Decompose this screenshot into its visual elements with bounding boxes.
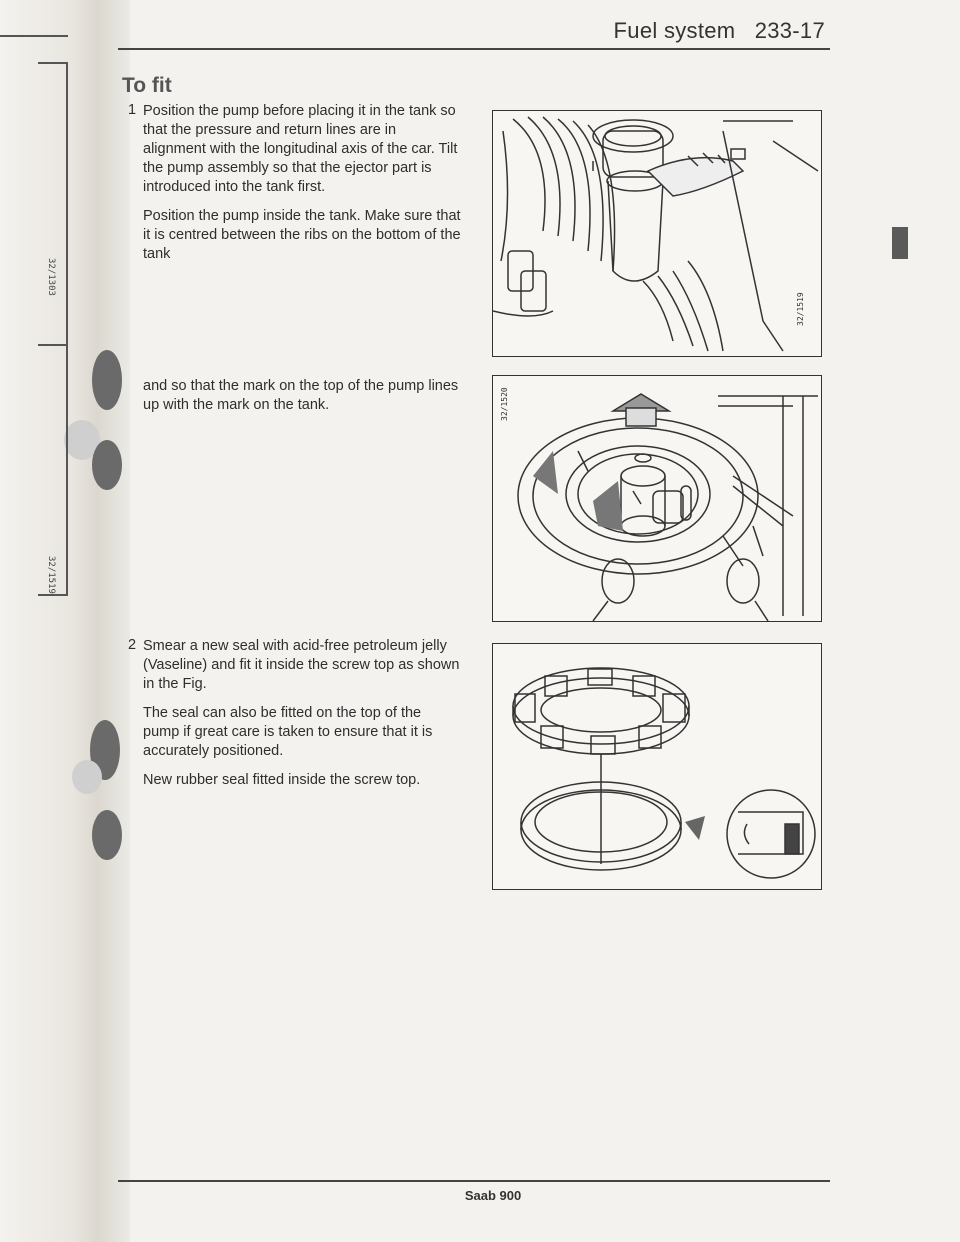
figure-alignment-marks [492, 375, 822, 622]
binding-margin [0, 0, 130, 1242]
step-number: 2 [128, 637, 137, 653]
footer-model: Saab 900 [464, 1188, 522, 1203]
header-rule [118, 48, 830, 50]
punch-hole [72, 760, 102, 794]
paragraph: and so that the mark on the top of the pump lines up with the mark on the tank. [143, 378, 459, 413]
punch-hole [92, 440, 122, 490]
margin-rule [38, 594, 68, 596]
margin-code: 32/1303 [46, 258, 56, 296]
margin-rule [66, 344, 68, 594]
arrow-icon [685, 816, 705, 840]
margin-rule [66, 62, 68, 344]
punch-hole [92, 810, 122, 860]
margin-code: 32/1519 [46, 556, 56, 594]
step-1-continued [143, 377, 461, 425]
figure-pump-insertion [492, 110, 822, 357]
screw-top-seal-icon [493, 644, 821, 889]
margin-rule [0, 35, 68, 37]
section-tab-marker [892, 227, 908, 259]
margin-rule [38, 62, 68, 64]
paragraph: The seal can also be fitted on the top of the pump if great care is taken to ensure that it is accurately positioned. [143, 705, 433, 759]
step-1-text [143, 102, 461, 274]
alignment-marks-icon [493, 376, 821, 621]
section-heading: To fit [122, 74, 172, 97]
arrow-icon [593, 481, 623, 531]
punch-hole [92, 350, 122, 410]
margin-rule [38, 344, 68, 346]
paragraph: Position the pump before placing it in the tank so that the pressure and return lines are in alignment with the longitudinal axis of the car. Tilt the pump assembly so that the ejector part is introduced into the tank first. [143, 103, 458, 195]
step-number: 1 [128, 102, 137, 118]
pump-insertion-icon [493, 111, 821, 356]
page-number: 233-17 [754, 18, 825, 43]
figure-code: 32/1520 [500, 387, 509, 421]
paragraph: Position the pump inside the tank. Make sure that it is centred between the ribs on the bottom of the tank [143, 208, 461, 262]
step-2-text [143, 637, 461, 800]
section-title: Fuel system [613, 18, 736, 43]
paragraph: Smear a new seal with acid-free petroleum jelly (Vaseline) and fit it inside the screw top as shown in the Fig. [143, 638, 460, 692]
footer-rule [118, 1180, 830, 1182]
page-header [560, 18, 825, 44]
figure-code: 32/1519 [796, 292, 805, 326]
paragraph: New rubber seal fitted inside the screw top. [143, 772, 421, 788]
arrow-icon [533, 451, 558, 494]
figure-screw-top-seal [492, 643, 822, 890]
